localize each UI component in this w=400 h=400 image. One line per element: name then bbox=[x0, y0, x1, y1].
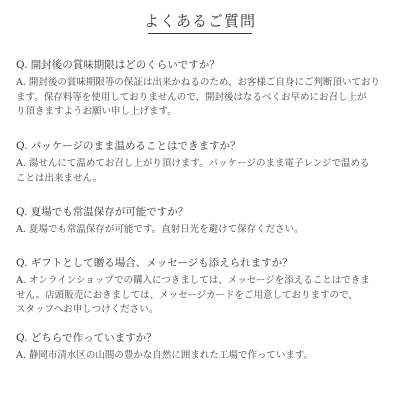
faq-answer-line: A. 夏場でも常温保存が可能です。直射日光を避けて保存ください。 bbox=[16, 224, 304, 235]
faq-item-storage bbox=[16, 205, 386, 238]
faq-answer-line: ことは出来ません。 bbox=[16, 172, 103, 184]
faq-answer-line: A. 湯せんにて温めてお召し上がり頂けます。パッケージのまま電子レンジで温める bbox=[16, 158, 370, 169]
faq-item-gift bbox=[16, 256, 386, 318]
faq-answer bbox=[16, 223, 386, 238]
faq-answer bbox=[16, 76, 386, 120]
faq-answer bbox=[16, 349, 386, 364]
faq-question: Q. 夏場でも常温保存が可能ですか？ bbox=[16, 206, 189, 218]
faq-question: Q. 開封後の賞味期限はどのくらいですか？ bbox=[16, 59, 220, 71]
faq-item-heating bbox=[16, 139, 386, 186]
faq-answer-line: ます。保存料等を使用しておりませんので、開封後はなるべくお早めにお召し上が bbox=[16, 91, 367, 103]
page-title: よくあるご質問 bbox=[143, 12, 256, 30]
faq-answer-line: A. オンラインショップでの購入につきましては、メッセージを添えることはできま bbox=[16, 275, 370, 286]
faq-answer-line: A. 静岡市清水区の山間の豊かな自然に囲まれた工場で作っています。 bbox=[16, 350, 314, 361]
faq-answer bbox=[16, 157, 386, 186]
faq-question: Q. ギフトとして贈る場合、メッセージも添えられますか？ bbox=[16, 257, 293, 269]
faq-answer-line: せん。店頭販売におきましては、メッセージカードをご用意しておりますので、 bbox=[16, 289, 358, 301]
faq-item-origin bbox=[16, 331, 386, 364]
title-underline bbox=[148, 33, 252, 34]
faq-answer-line: スタッフへお申しつけください。 bbox=[16, 304, 159, 315]
faq-question: Q. どちらで作っていますか？ bbox=[16, 332, 157, 344]
faq-item-expiry bbox=[16, 58, 386, 120]
faq-answer-line: り頂きますようお願い申し上げます。 bbox=[16, 106, 177, 117]
faq-question: Q. パッケージのまま温めることはできますか？ bbox=[16, 140, 241, 152]
faq-answer-line: A. 開封後の賞味期限等の保証は出来かねるのため、お客様ご自身にご判断頂いており bbox=[16, 77, 381, 88]
faq-answer bbox=[16, 274, 386, 318]
